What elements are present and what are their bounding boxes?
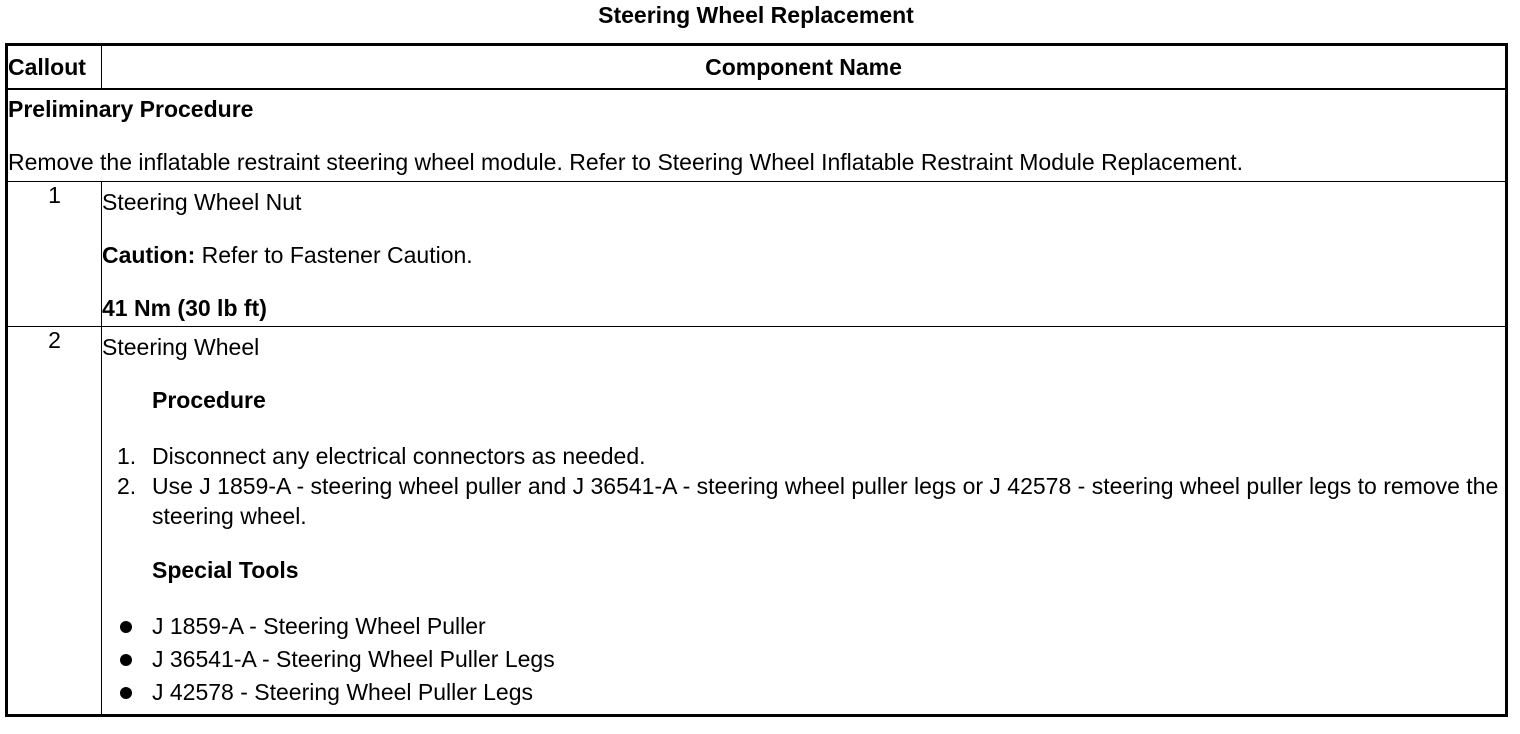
procedure-heading: Procedure (152, 387, 266, 413)
step-number: 2. (117, 473, 137, 499)
bullet-icon (120, 621, 132, 633)
special-tools-heading: Special Tools (152, 557, 299, 583)
procedure-step (102, 441, 1505, 471)
component-cell (102, 327, 1507, 716)
special-tools-list (102, 610, 1505, 709)
table-header-row (7, 45, 1507, 90)
preliminary-cell (7, 89, 1507, 182)
caution-note (102, 242, 1505, 269)
component-name: Steering Wheel (102, 334, 260, 360)
tool-text: J 1859-A - Steering Wheel Puller (152, 613, 486, 639)
page-title: Steering Wheel Replacement (598, 2, 914, 28)
preliminary-heading: Preliminary Procedure (8, 96, 254, 122)
step-number: 1. (117, 443, 137, 469)
step-text: Disconnect any electrical connectors as needed. (152, 443, 646, 469)
tool-text: J 36541-A - Steering Wheel Puller Legs (152, 646, 555, 672)
list-item (102, 610, 1505, 643)
list-item (102, 643, 1505, 676)
bullet-icon (120, 687, 132, 699)
header-callout: Callout (7, 45, 102, 90)
procedure-step (102, 471, 1505, 531)
torque-spec: 41 Nm (30 lb ft) (102, 295, 267, 321)
list-item (102, 676, 1505, 709)
procedure-steps (102, 441, 1505, 531)
callout-number: 2 (7, 327, 102, 716)
caution-label: Caution: (102, 242, 196, 268)
step-text: Use J 1859-A - steering wheel puller and J 36541-A - steering wheel puller legs or J 42578 - steering wheel puller legs to remove the steering wheel. (152, 473, 1499, 529)
preliminary-text: Remove the inflatable restraint steering wheel module. Refer to Steering Wheel Inflatable Restraint Module Replacement. (8, 149, 1243, 175)
caution-text: Refer to Fastener Caution. (195, 242, 473, 268)
table-row (7, 182, 1507, 327)
tool-text: J 42578 - Steering Wheel Puller Legs (152, 679, 533, 705)
callout-number: 1 (7, 182, 102, 327)
table-row (7, 327, 1507, 716)
procedure-table (5, 43, 1508, 717)
bullet-icon (120, 654, 132, 666)
preliminary-row (7, 89, 1507, 182)
header-component-name: Component Name (102, 45, 1507, 90)
component-name: Steering Wheel Nut (102, 189, 302, 215)
component-cell (102, 182, 1507, 327)
